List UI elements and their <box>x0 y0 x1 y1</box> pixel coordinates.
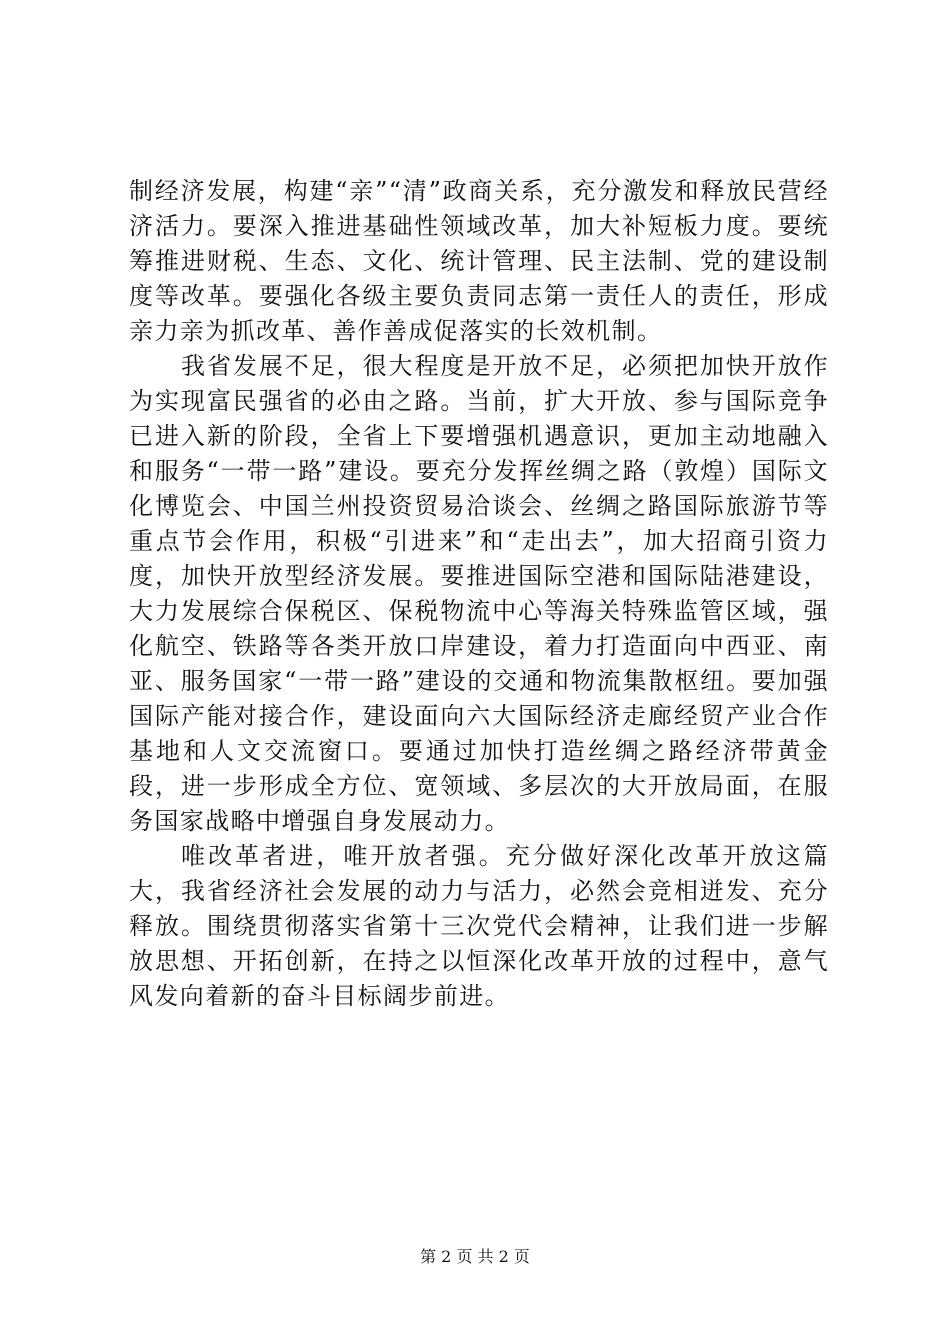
paragraph-3: 唯改革者进，唯开放者强。充分做好深化改革开放这篇大，我省经济社会发展的动力与活力，必然会竞相迸发、充分释放。围绕贯彻落实省第十三次党代会精神，让我们进一步解放思想、开拓创新，在持之以恒深化改革开放的过程中，意气风发向着新的奋斗目标阔步前进。 <box>129 842 829 1010</box>
paragraph-2: 我省发展不足，很大程度是开放不足，必须把加快开放作为实现富民强省的必由之路。当前，扩大开放、参与国际竞争已进入新的阶段，全省上下要增强机遇意识，更加主动地融入和服务“一带一路”建设。要充分发挥丝绸之路（敦煌）国际文化博览会、中国兰州投资贸易洽谈会、丝绸之路国际旅游节等重点节会作用，积极“引进来”和“走出去”，加大招商引资力度，加快开放型经济发展。要推进国际空港和国际陆港建设，大力发展综合保税区、保税物流中心等海关特殊监管区域，强化航空、铁路等各类开放口岸建设，着力打造面向中西亚、南亚、服务国家“一带一路”建设的交通和物流集散枢纽。要加强国际产能对接合作，建设面向六大国际经济走廊经贸产业合作基地和人文交流窗口。要通过加快打造丝绸之路经济带黄金段，进一步形成全方位、宽领域、多层次的大开放局面，在服务国家战略中增强自身发展动力。 <box>129 352 829 835</box>
page-number-footer: 第 2 页 共 2 页 <box>420 1247 530 1266</box>
article-body <box>129 174 829 1014</box>
paragraph-1: 制经济发展，构建“亲”“清”政商关系，充分激发和释放民营经济活力。要深入推进基础性领域改革，加大补短板力度。要统筹推进财税、生态、文化、统计管理、民主法制、党的建设制度等改革。要强化各级主要负责同志第一责任人的责任，形成亲力亲为抓改革、善作善成促落实的长效机制。 <box>129 177 829 345</box>
